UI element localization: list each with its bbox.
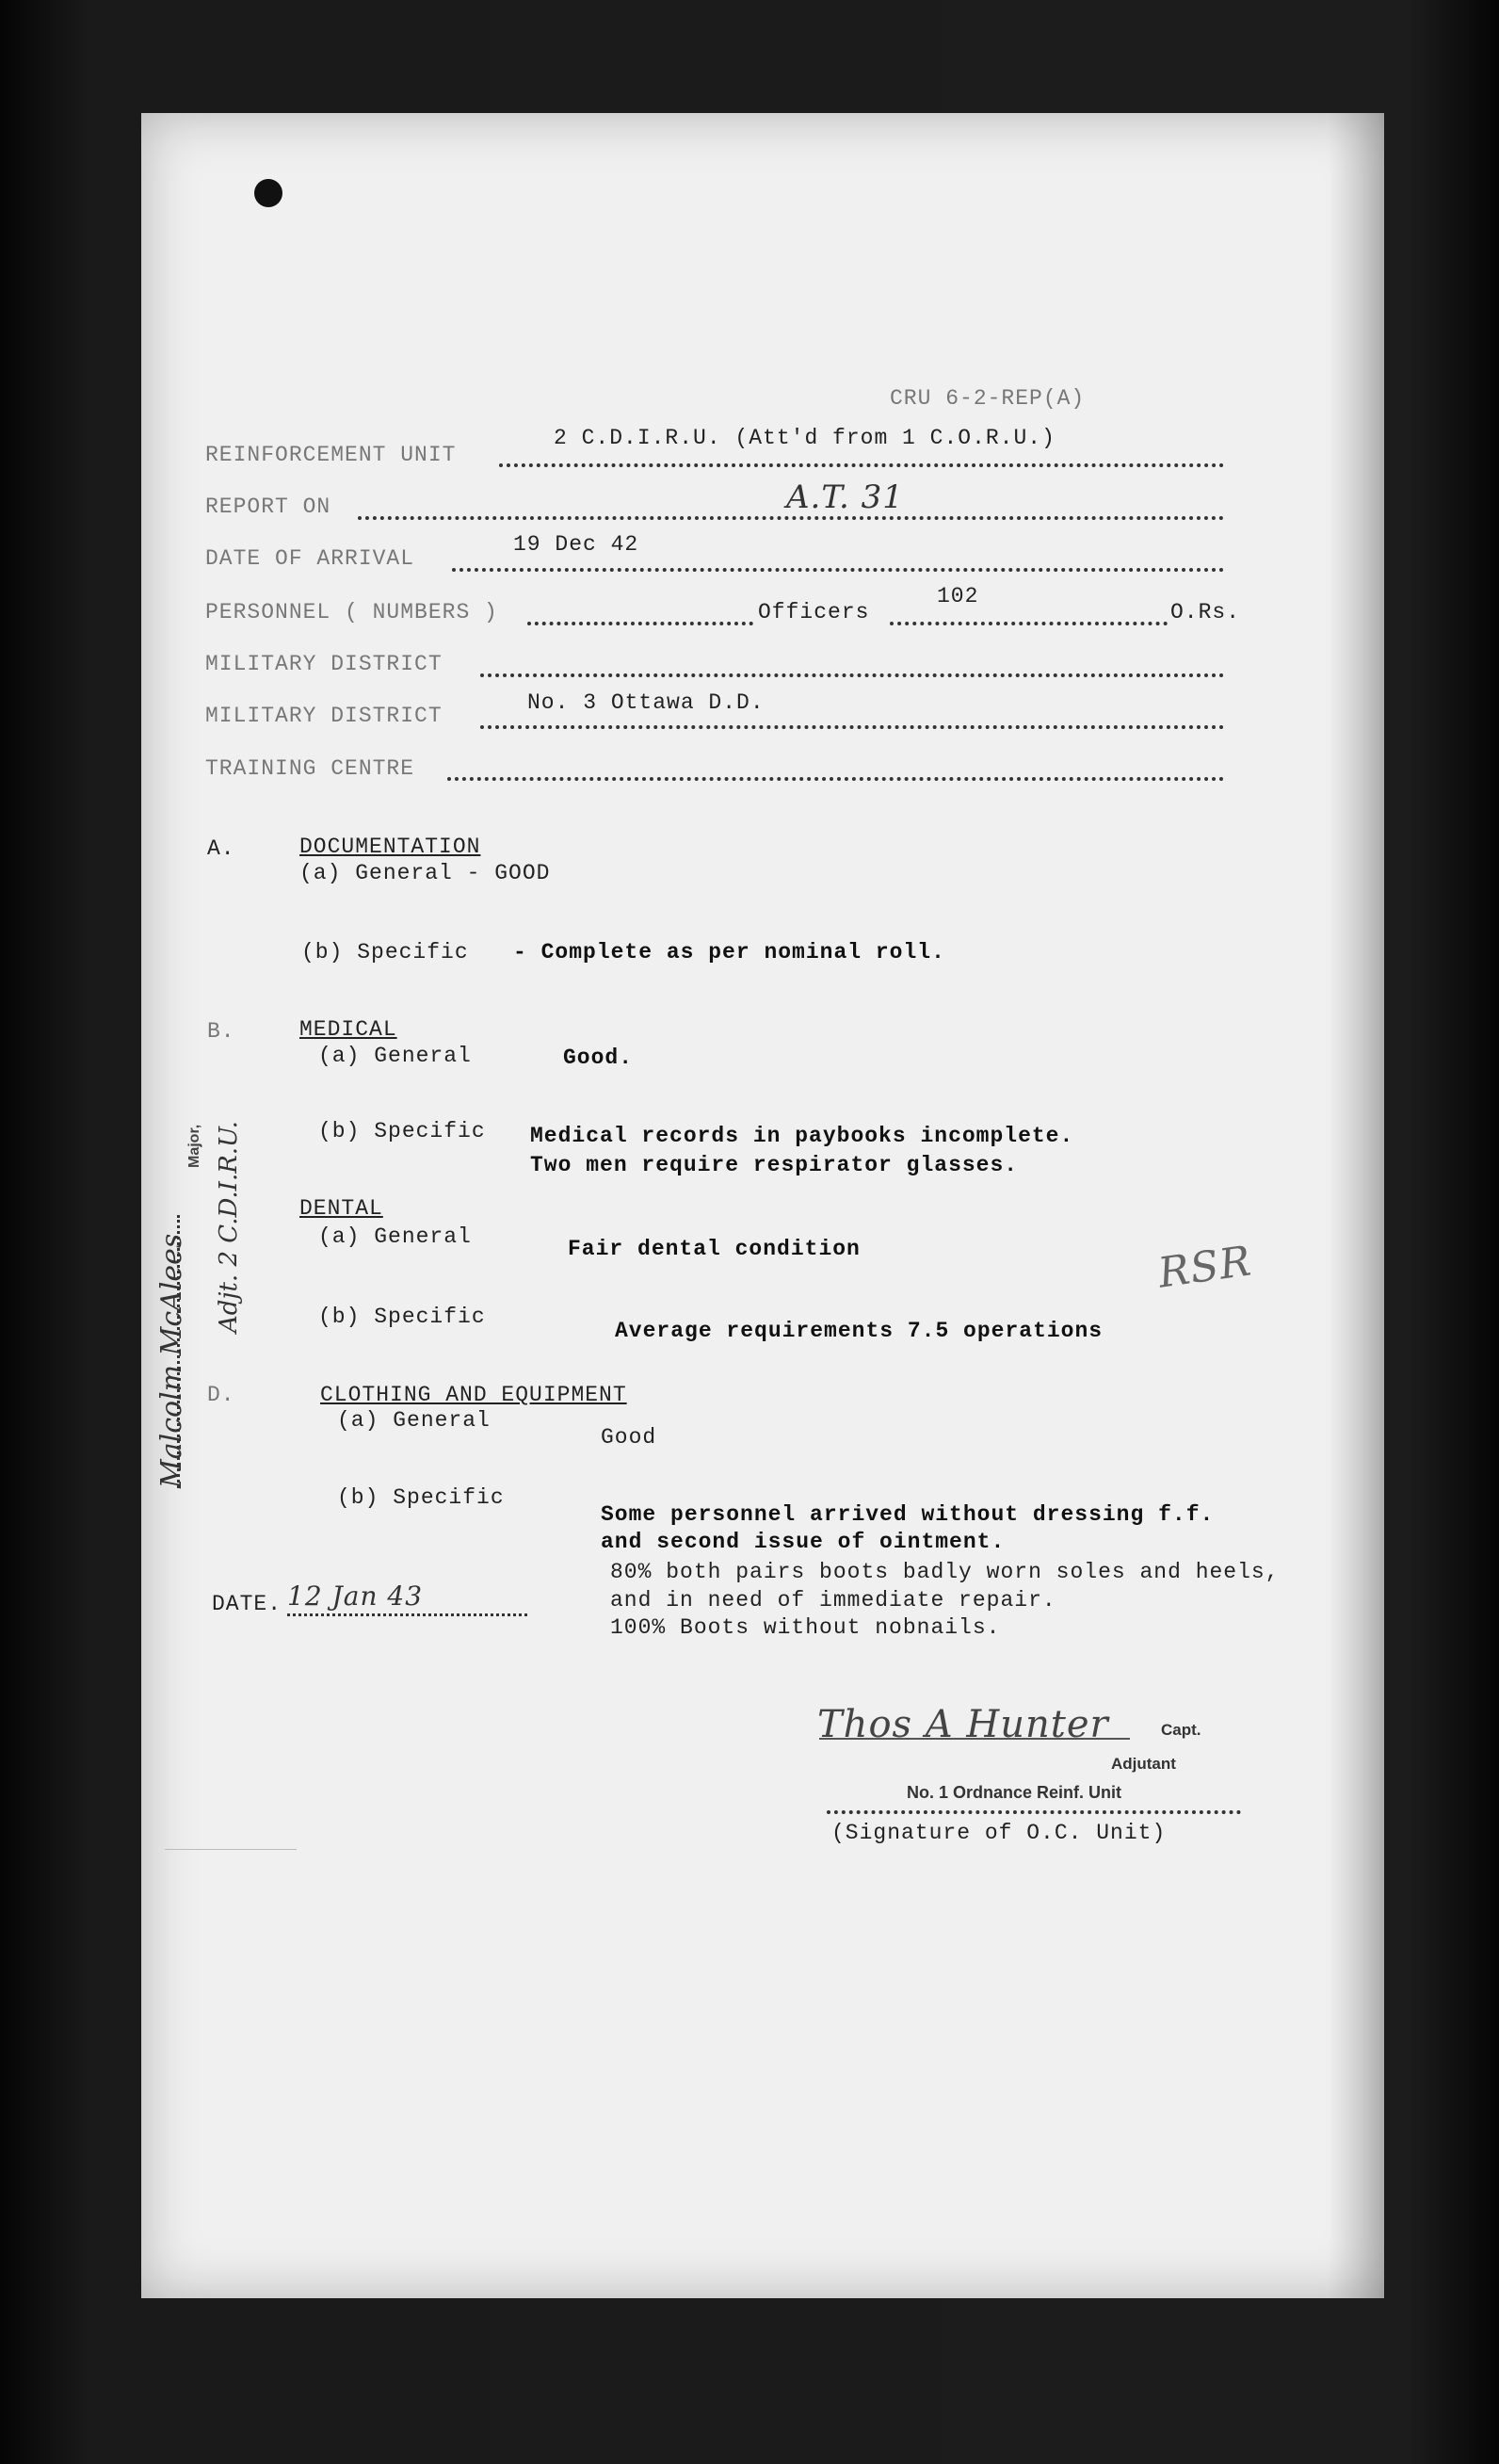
- date-of-arrival-label: DATE OF ARRIVAL: [205, 546, 415, 571]
- section-a-letter: A.: [207, 836, 235, 861]
- dotted-leader: [499, 463, 1224, 467]
- date-of-arrival-value: 19 Dec 42: [513, 532, 639, 557]
- dotted-leader: [890, 622, 1168, 625]
- section-c-heading: DENTAL: [299, 1196, 383, 1221]
- date-value: 12 Jan 43: [287, 1581, 424, 1612]
- dotted-leader: [447, 777, 1224, 781]
- dotted-leader: [827, 1810, 1241, 1814]
- reinforcement-unit-label: REINFORCEMENT UNIT: [205, 443, 457, 467]
- margin-appointment: Adjt. 2 C.D.I.R.U.: [215, 1121, 243, 1333]
- section-b-general-label: (a) General: [318, 1044, 472, 1068]
- section-d-specific-label: (b) Specific: [337, 1485, 505, 1510]
- dotted-leader: [480, 725, 1224, 729]
- report-on-value: A.T. 31: [786, 478, 904, 516]
- section-b-specific-line: Two men require respirator glasses.: [530, 1153, 1019, 1177]
- signature-unit: No. 1 Ordnance Reinf. Unit: [907, 1783, 1122, 1802]
- margin-rank: Major,: [186, 1124, 202, 1168]
- section-c-specific-label: (b) Specific: [318, 1305, 486, 1329]
- divider: [165, 1849, 297, 1850]
- dotted-leader: [452, 568, 1224, 572]
- officers-label: Officers: [758, 600, 870, 624]
- section-d-heading: CLOTHING AND EQUIPMENT: [320, 1383, 627, 1407]
- military-district-value: No. 3 Ottawa D.D.: [527, 690, 765, 715]
- section-d-specific-line: 100% Boots without nobnails.: [610, 1615, 1001, 1640]
- section-c-general-value: Fair dental condition: [568, 1237, 861, 1261]
- ink-blot: [254, 179, 282, 207]
- reinforcement-unit-value: 2 C.D.I.R.U. (Att'd from 1 C.O.R.U.): [554, 426, 1056, 450]
- military-district-label: MILITARY DISTRICT: [205, 704, 443, 728]
- signature-stroke: [819, 1738, 1130, 1740]
- section-c-general-label: (a) General: [318, 1224, 472, 1249]
- personnel-label: PERSONNEL ( NUMBERS ): [205, 600, 498, 624]
- margin-signature: Malcolm McAlees: [155, 1233, 188, 1488]
- section-b-specific-line: Medical records in paybooks incomplete.: [530, 1124, 1074, 1148]
- section-c-specific-value: Average requirements 7.5 operations: [615, 1319, 1104, 1343]
- report-on-label: REPORT ON: [205, 494, 331, 519]
- section-a-heading: DOCUMENTATION: [299, 835, 481, 859]
- handwritten-initials: RSR: [1154, 1237, 1255, 1298]
- oc-signature: Thos A Hunter: [817, 1703, 1109, 1746]
- section-d-letter: D.: [207, 1383, 235, 1407]
- date-label: DATE.: [212, 1592, 282, 1616]
- section-d-specific-line: and in need of immediate repair.: [610, 1588, 1056, 1613]
- section-d-specific-line: Some personnel arrived without dressing f.f.: [601, 1502, 1215, 1527]
- section-d-specific-line: 80% both pairs boots badly worn soles and heels,: [610, 1560, 1280, 1584]
- or-count-value: 102: [937, 584, 979, 608]
- section-d-general-label: (a) General: [337, 1408, 491, 1433]
- signature-rank: Capt.: [1161, 1721, 1201, 1739]
- signature-caption: (Signature of O.C. Unit): [831, 1821, 1167, 1845]
- form-code: CRU 6-2-REP(A): [890, 386, 1086, 411]
- section-b-heading: MEDICAL: [299, 1017, 397, 1042]
- section-b-general-value: Good.: [563, 1046, 634, 1070]
- dotted-leader: [480, 673, 1224, 677]
- training-centre-label: TRAINING CENTRE: [205, 756, 415, 781]
- dotted-leader: [358, 516, 1224, 520]
- dotted-leader: [287, 1613, 527, 1616]
- dotted-leader: [527, 622, 753, 625]
- section-a-general: (a) General - GOOD: [299, 861, 551, 885]
- section-d-specific-line: and second issue of ointment.: [601, 1530, 1006, 1554]
- section-a-specific-value: - Complete as per nominal roll.: [513, 940, 945, 965]
- signature-title: Adjutant: [1111, 1755, 1176, 1773]
- section-b-specific-label: (b) Specific: [318, 1119, 486, 1143]
- or-label: O.Rs.: [1170, 600, 1241, 624]
- dotted-leader: [177, 1215, 180, 1488]
- section-d-general-value: Good: [601, 1425, 657, 1450]
- section-b-letter: B.: [207, 1019, 235, 1044]
- military-district-label: MILITARY DISTRICT: [205, 652, 443, 676]
- section-a-specific-label: (b) Specific: [301, 940, 469, 965]
